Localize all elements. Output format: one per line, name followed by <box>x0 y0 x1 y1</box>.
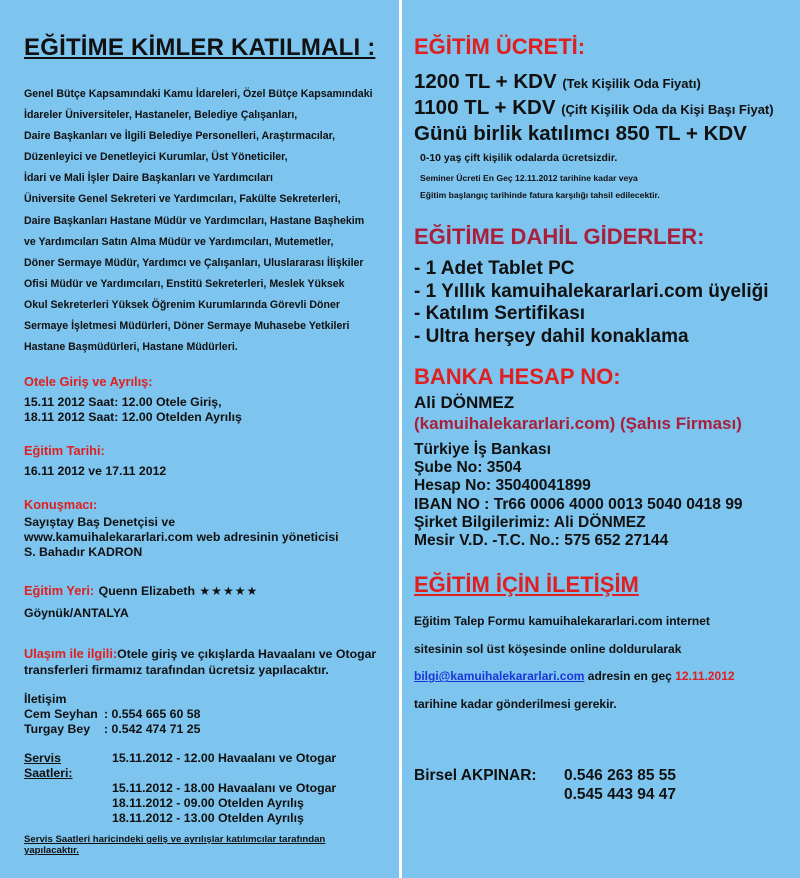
date-title: Eğitim Tarihi: <box>24 443 105 459</box>
participants-line: Düzenleyici ve Denetleyici Kurumlar, Üst Yöneticiler, <box>24 151 288 164</box>
contact-person-phone: 0.542 474 71 25 <box>111 722 201 737</box>
service-row <box>24 796 399 811</box>
date-value: 16.11 2012 ve 17.11 2012 <box>24 464 167 479</box>
hotel-title: Otele Giriş ve Ayrılış: <box>24 374 153 390</box>
service-note: Servis Saatleri haricindeki geliş ve ayrılışlar katılımcılar tarafından yapılacaktır. <box>24 834 326 857</box>
transport-title: Ulaşım ile ilgili: <box>24 646 118 662</box>
venue-name: Quenn Elizabeth <box>98 584 195 599</box>
fee-note: Eğitim başlangıç tarihinde fatura karşılığı tahsil edilecektir. <box>420 190 660 200</box>
participants-line: Hastane Başmüdürleri, Hastane Müdürleri. <box>24 341 238 354</box>
included-item: - Katılım Sertifikası <box>414 303 586 324</box>
speaker-name: S. Bahadır KADRON <box>24 545 143 560</box>
contact-person-name: Turgay Bey <box>24 722 91 737</box>
fee-single: 1200 TL + KDV (Tek Kişilik Oda Fiyatı) <box>414 70 701 93</box>
participants-heading: EĞİTİME KİMLER KATILMALI : <box>24 34 376 61</box>
transport-section <box>24 645 399 678</box>
bank-owner: Ali DÖNMEZ <box>414 393 515 412</box>
contact-title: İletişim <box>24 692 67 707</box>
participants-line: Daire Başkanları ve İlgili Belediye Personelleri, Araştırmacılar, <box>24 130 336 143</box>
participants-line: Döner Sermaye Müdür, Yardımcı ve Çalışanları, Uluslararası İlişkiler <box>24 256 364 269</box>
contact-section <box>24 692 399 737</box>
participants-list <box>24 84 399 358</box>
participants-line: Ofisi Müdür ve Yardımcıları, Enstitü Sekreterleri, Meslek Yüksek <box>24 277 345 290</box>
fee-note: 0-10 yaş çift kişilik odalarda ücretsizdir. <box>420 152 618 164</box>
contact-person-phone: 0.554 665 60 58 <box>111 707 201 722</box>
contact-phones <box>414 766 800 804</box>
bank-line: Türkiye İş Bankası <box>414 441 551 458</box>
bank-title: BANKA HESAP NO: <box>414 364 621 389</box>
contact-separator: : <box>104 707 109 722</box>
fee-daily: Günü birlik katılımcı 850 TL + KDV <box>414 122 747 145</box>
venue-title: Eğitim Yeri: <box>24 583 95 599</box>
bank-line: Mesir V.D. -T.C. No.: 575 652 27144 <box>414 532 669 550</box>
service-time: 15.11.2012 - 18.00 Havaalanı ve Otogar <box>112 781 337 796</box>
contact-title: EĞİTİM İÇİN İLETİŞİM <box>414 572 639 598</box>
bank-details <box>414 441 800 550</box>
bank-iban: IBAN NO : Tr66 0006 4000 0013 5040 0418 99 <box>414 495 743 513</box>
participants-line: Daire Başkanları Hastane Müdür ve Yardımcıları, Hastane Başhekim <box>24 214 365 227</box>
venue-city: Göynük/ANTALYA <box>24 606 129 621</box>
included-item: - Ultra herşey dahil konaklama <box>414 325 689 347</box>
contact-person <box>24 707 399 722</box>
email-link[interactable]: bilgi@kamuihalekararlari.com <box>414 669 585 684</box>
service-schedule <box>24 751 399 856</box>
speaker-title: Konuşmacı: <box>24 497 98 513</box>
included-item: - 1 Adet Tablet PC <box>414 258 575 279</box>
participants-line: Okul Sekreterleri Yüksek Öğrenim Kurumlarında Görevli Döner <box>24 298 340 311</box>
contact-separator: : <box>104 722 109 737</box>
bank-line: Şube No: 3504 <box>414 459 522 477</box>
hotel-checkin: 15.11 2012 Saat: 12.00 Otele Giriş, <box>24 395 222 410</box>
service-label: Servis Saatleri: <box>24 751 73 781</box>
left-column <box>0 0 399 878</box>
contact-phone: 0.546 263 85 55 <box>564 767 677 785</box>
transport-line: Otele giriş ve çıkışlarda Havaalanı ve Otogar <box>117 647 377 662</box>
included-list <box>414 258 800 348</box>
date-section <box>24 443 399 479</box>
speaker-line: www.kamuihalekararlari.com web adresinin yöneticisi <box>24 530 339 545</box>
bank-firm: (kamuihalekararlari.com) (Şahıs Firması) <box>414 414 742 433</box>
service-time: 15.11.2012 - 12.00 Havaalanı ve Otogar <box>112 751 337 766</box>
participants-line: İdareler Üniversiteler, Hastaneler, Belediye Çalışanları, <box>24 109 298 122</box>
fee-title: EĞİTİM ÜCRETİ: <box>414 34 586 59</box>
speaker-section <box>24 497 399 560</box>
right-column <box>402 0 800 878</box>
contact-person-name: Cem Seyhan <box>24 707 98 722</box>
participants-line: İdari ve Mali İşler Daire Başkanları ve Yardımcıları <box>24 172 273 185</box>
speaker-line: Sayıştay Baş Denetçisi ve <box>24 515 176 530</box>
participants-line: Sermaye İşletmesi Müdürleri, Döner Sermaye Muhasebe Yetkileri <box>24 320 350 333</box>
service-row <box>24 751 399 781</box>
bank-line: Şirket Bilgilerimiz: Ali DÖNMEZ <box>414 513 646 531</box>
service-time: 18.11.2012 - 09.00 Otelden Ayrılış <box>112 796 304 811</box>
venue-section <box>24 582 399 621</box>
contact-phone: 0.545 443 94 47 <box>564 786 677 804</box>
contact-info: Eğitim Talep Formu kamuihalekararlari.com internet sitesinin sol üst köşesinde online doldurularak bilgi@kamuihalekararlari.com adresin en geç 12.11.2012 tarihine kadar gönderilmesi gerekir. <box>414 614 735 711</box>
fee-double: 1100 TL + KDV (Çift Kişilik Oda da Kişi Başı Fiyat) <box>414 96 774 119</box>
deadline-date: 12.11.2012 <box>675 669 735 684</box>
contact-name: Birsel AKPINAR: <box>414 767 537 785</box>
participants-line: Üniversite Genel Sekreteri ve Yardımcıları, Fakülte Sekreterleri, <box>24 193 341 206</box>
participants-line: Genel Bütçe Kapsamındaki Kamu İdareleri, Özel Bütçe Kapsamındaki <box>24 88 373 100</box>
contact-person <box>24 722 399 737</box>
transport-line: transferleri firmamız tarafından ücretsiz yapılacaktır. <box>24 663 329 678</box>
service-row <box>24 781 399 796</box>
service-time: 18.11.2012 - 13.00 Otelden Ayrılış <box>112 811 304 826</box>
star-rating-icon: ★★★★★ <box>199 584 259 599</box>
hotel-section <box>24 374 399 425</box>
hotel-checkout: 18.11 2012 Saat: 12.00 Otelden Ayrılış <box>24 410 242 425</box>
included-item: - 1 Yıllık kamuihalekararlari.com üyeliği <box>414 280 769 302</box>
fee-note: Seminer Ücreti En Geç 12.11.2012 tarihine kadar veya <box>420 173 638 183</box>
bank-line: Hesap No: 35040041899 <box>414 477 591 495</box>
participants-line: ve Yardımcıları Satın Alma Müdür ve Yardımcıları, Mutemetler, <box>24 235 334 248</box>
service-row <box>24 811 399 826</box>
included-title: EĞİTİME DAHİL GİDERLER: <box>414 224 705 249</box>
